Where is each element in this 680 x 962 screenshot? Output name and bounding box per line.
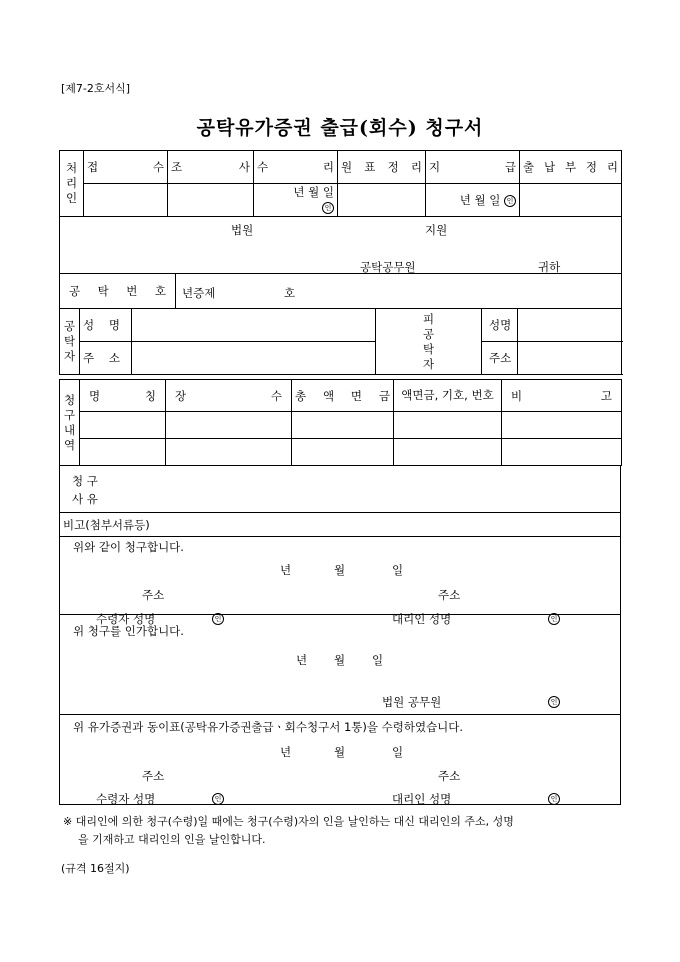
seal-icon: 인 [504, 195, 516, 207]
item-cell[interactable] [292, 412, 394, 439]
depositor-label: 공탁자 [60, 309, 80, 375]
claim-reason-cell[interactable]: 청 구 사 유 [60, 466, 621, 513]
seal-icon: 인 [322, 202, 334, 214]
claim-table [59, 216, 622, 375]
item-cell[interactable] [394, 412, 502, 439]
item-cell[interactable] [80, 412, 166, 439]
seal-icon: 인 [212, 793, 224, 805]
signature-table [59, 465, 621, 805]
depositor-name-label: 성 명 [80, 309, 132, 342]
investigated-cell[interactable] [168, 184, 254, 217]
processing-label: 처리인 [60, 151, 84, 217]
seal-icon: 인 [548, 613, 560, 625]
depositor-address-label: 주 소 [80, 342, 132, 375]
court-label: 법원 [231, 223, 254, 237]
claim-items-label: 청구내역 [60, 380, 80, 466]
seal-icon: 인 [548, 793, 560, 805]
header-payment: 지 급 [429, 160, 516, 174]
item-cell[interactable] [502, 439, 622, 466]
deposit-number-label: 공 탁 번 호 [60, 274, 176, 309]
ledger-cell[interactable] [338, 184, 426, 217]
depositee-address-label: 주 소 [482, 342, 518, 375]
branch-label: 지원 [425, 223, 448, 237]
header-face-code: 액면금, 기호, 번호 [394, 380, 502, 412]
received-cell[interactable] [84, 184, 168, 217]
claim-statement-section[interactable]: 위와 같이 청구합니다. 년 월 일 주소 주소 수령자 성명 인 대리인 성명 인 [60, 537, 621, 615]
depositor-address-field[interactable] [132, 342, 376, 375]
item-cell[interactable] [502, 412, 622, 439]
header-received: 접 수 [87, 160, 164, 174]
addressee-cell[interactable] [60, 217, 622, 274]
header-remarks: 비 고 [511, 388, 612, 403]
depositee-address-field[interactable] [518, 342, 622, 375]
receipt-section[interactable]: 위 유가증권과 동이표(공탁유가증권출급ㆍ회수청구서 1통)을 수령하였습니다. 년 월 일 주소 주소 수령자 성명 인 대리인 성명 인 [60, 715, 621, 805]
header-ledger: 원 표 정 리 [341, 160, 422, 174]
payment-date-cell[interactable]: 년 월 일 인 [426, 184, 520, 217]
paper-size-footer: (규격 16절지) [61, 862, 130, 875]
item-cell[interactable] [80, 439, 166, 466]
honorific-label: 귀하 [538, 260, 561, 274]
header-item-name: 명 칭 [89, 388, 156, 403]
cashbook-cell[interactable] [520, 184, 622, 217]
depositee-name-field[interactable] [518, 309, 622, 342]
depositor-name-field[interactable] [132, 309, 376, 342]
header-cashbook: 출 납 부 정 리 [523, 160, 618, 174]
claim-items-table [59, 379, 622, 466]
instruction-note: ※ 대리인에 의한 청구(수령)일 때에는 청구(수령)자의 인을 날인하는 대신 대리인의 주소, 성명 을 기재하고 대리인의 인을 날인합니다. [63, 815, 514, 846]
header-accepted: 수 리 [257, 160, 334, 174]
officer-label: 공탁공무원 [360, 260, 416, 274]
item-cell[interactable] [292, 439, 394, 466]
approval-section[interactable]: 위 청구를 인가합니다. 년 월 일 법원 공무원 인 [60, 615, 621, 715]
item-cell[interactable] [394, 439, 502, 466]
seal-icon: 인 [548, 696, 560, 708]
deposit-number-cell[interactable]: 년증제 호 [176, 274, 622, 309]
header-investigated: 조 사 [171, 160, 250, 174]
depositee-label: 피공탁자 [376, 309, 482, 375]
header-count: 장 수 [175, 388, 282, 403]
item-cell[interactable] [166, 439, 292, 466]
remarks-cell[interactable]: 비고(첨부서류등) [60, 513, 621, 537]
depositee-name-label: 성 명 [482, 309, 518, 342]
page-title: 공탁유가증권 출급(회수) 청구서 [196, 117, 484, 139]
item-cell[interactable] [166, 412, 292, 439]
header-total-face: 총 액 면 금 [295, 388, 390, 403]
seal-icon: 인 [212, 613, 224, 625]
accepted-date-cell[interactable]: 년 월 일 인 [254, 184, 338, 217]
form-number: [제7-2호서식] [61, 82, 131, 95]
processing-table [59, 150, 622, 217]
